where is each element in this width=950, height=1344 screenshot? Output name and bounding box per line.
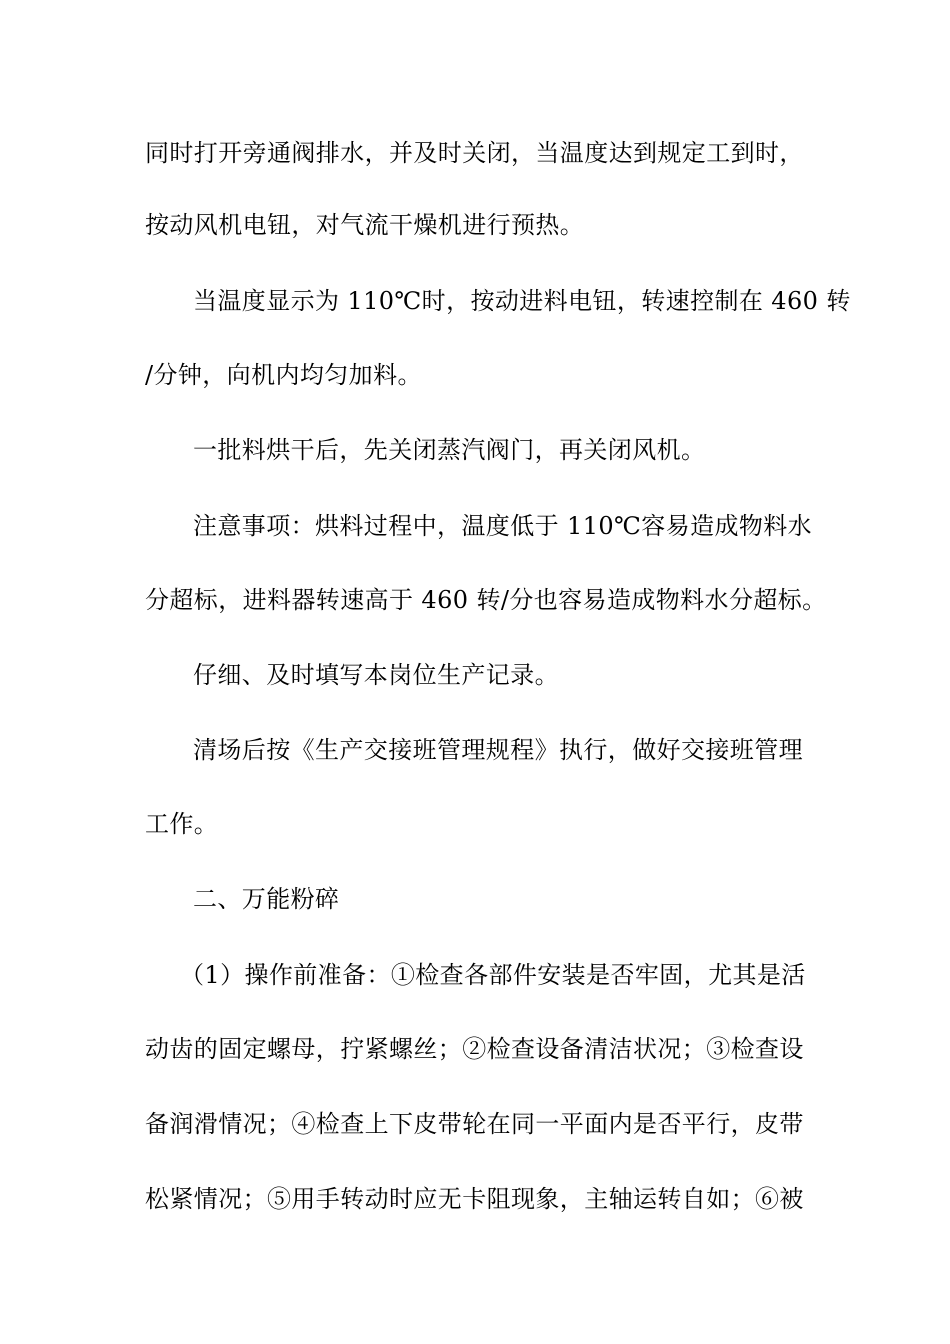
text-line: 分超标，进料器转速高于 460 转/分也容易造成物料水分超标。 xyxy=(145,586,827,614)
text-line: 清场后按《生产交接班管理规程》执行，做好交接班管理 xyxy=(193,736,803,764)
text-line: 工作。 xyxy=(145,810,219,838)
text-line: （1）操作前准备：①检查各部件安装是否牢固，尤其是活 xyxy=(180,961,806,989)
text-line: 动齿的固定螺母，拧紧螺丝；②检查设备清洁状况；③检查设 xyxy=(145,1035,804,1063)
text-line: 按动风机电钮，对气流干燥机进行预热。 xyxy=(145,211,585,239)
text-line: 备润滑情况；④检查上下皮带轮在同一平面内是否平行，皮带 xyxy=(145,1110,804,1138)
section-heading: 二、万能粉碎 xyxy=(193,885,340,913)
text-line: 注意事项：烘料过程中，温度低于 110℃容易造成物料水 xyxy=(193,512,813,540)
text-line: 当温度显示为 110℃时，按动进料电钮，转速控制在 460 转 xyxy=(193,287,851,315)
text-line: 一批料烘干后，先关闭蒸汽阀门，再关闭风机。 xyxy=(193,436,706,464)
text-line: 仔细、及时填写本岗位生产记录。 xyxy=(193,661,559,689)
text-line: /分钟，向机内均匀加料。 xyxy=(145,361,422,389)
text-line: 同时打开旁通阀排水，并及时关闭，当温度达到规定工到时， xyxy=(145,139,804,167)
text-line: 松紧情况；⑤用手转动时应无卡阻现象，主轴运转自如；⑥被 xyxy=(145,1185,804,1213)
